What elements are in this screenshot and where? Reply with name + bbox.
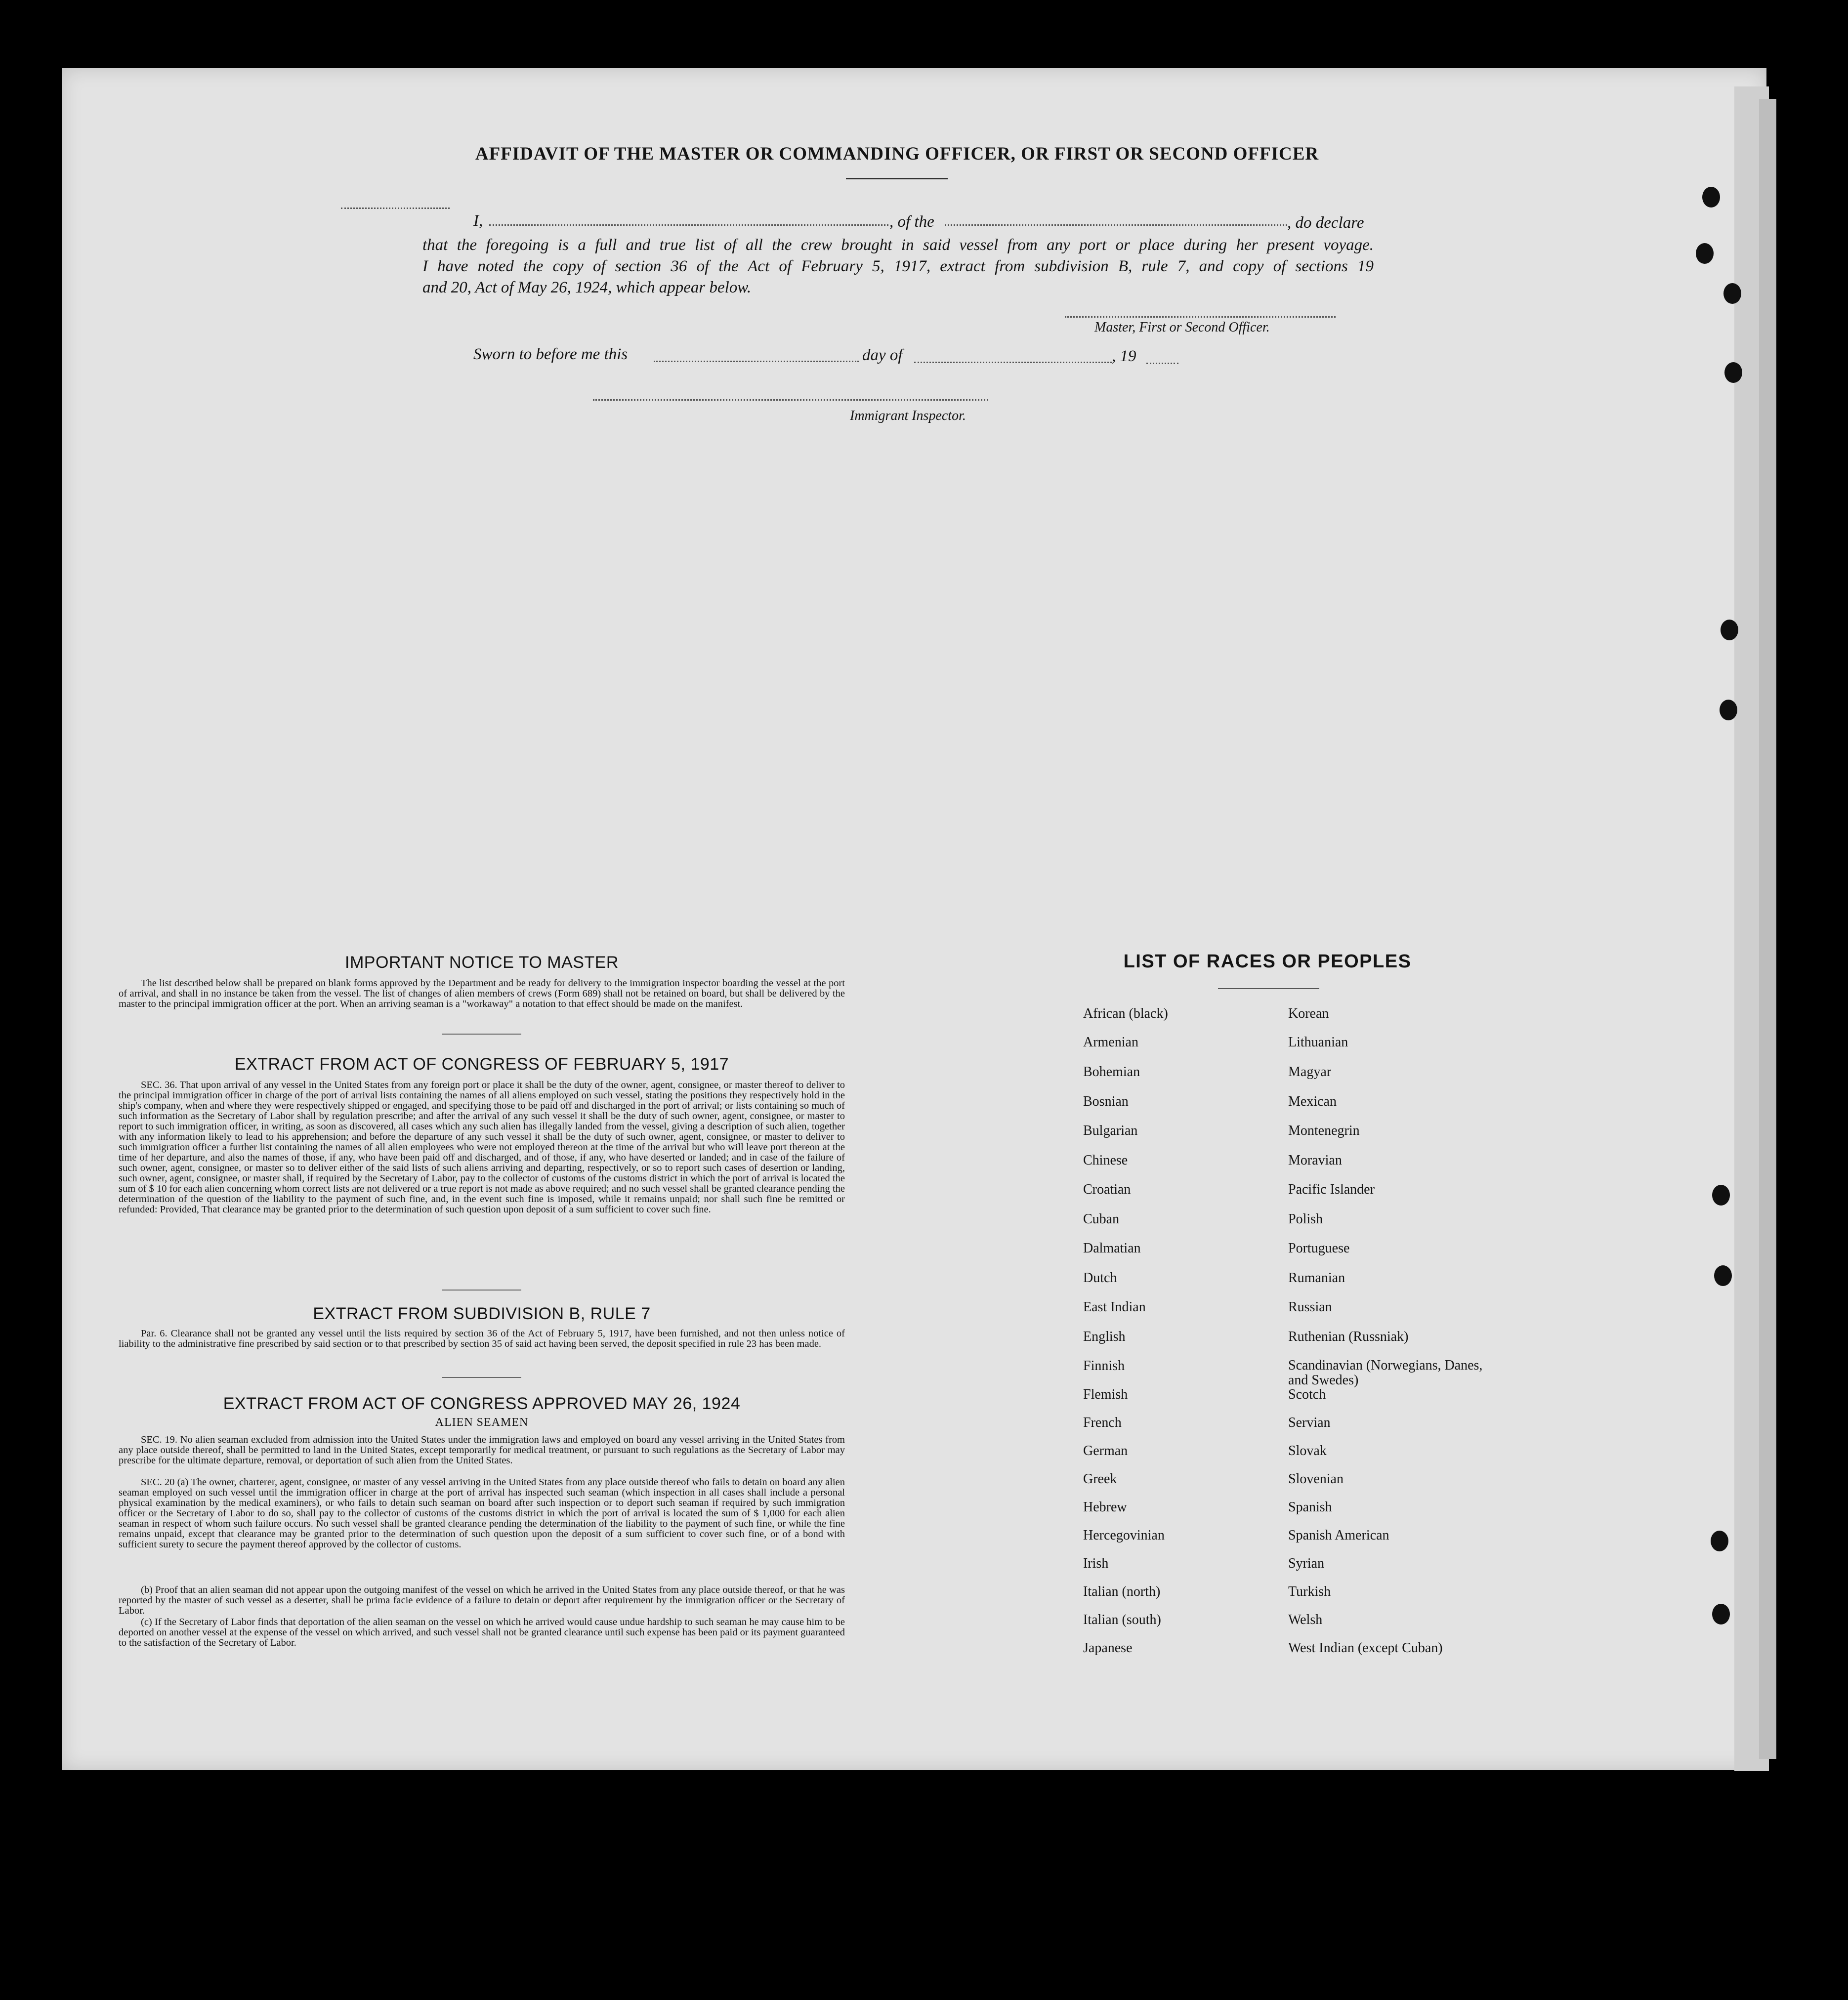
- declaration-line-3: I have noted the copy of section 36 of the Act of February 5, 1917, extract from subdivision B, rule 7, and copy of sections 19: [422, 257, 1374, 275]
- race-item: Spanish: [1288, 1500, 1332, 1515]
- race-item: Slovenian: [1288, 1471, 1344, 1487]
- race-item: Hercegovinian: [1083, 1528, 1165, 1543]
- race-item: Croatian: [1083, 1182, 1131, 1197]
- declaration-line-4: and 20, Act of May 26, 1924, which appear below.: [422, 279, 752, 296]
- race-item: Portuguese: [1288, 1241, 1350, 1256]
- binder-hole-icon: [1721, 620, 1738, 640]
- binder-hole-icon: [1712, 1604, 1730, 1625]
- of-the-text: , of the: [889, 213, 934, 231]
- section-divider: [442, 1290, 521, 1291]
- declaration-line-2: that the foregoing is a full and true list of all the crew brought in said vessel from any port or place during her present voyage.: [422, 236, 1374, 254]
- race-item: English: [1083, 1329, 1126, 1344]
- sec20c-body: (c) If the Secretary of Labor finds that deportation of the alien seaman on the vessel on which he arrived would cause undue hardship to such seaman he may cause him to be deported on another vessel at the expense of the vessel on which arrived, and such vessel shall not be granted clearance until such expense has been paid or its payment guaranteed to the satisfaction of the Secretary of Labor.: [119, 1617, 845, 1648]
- binder-hole-icon: [1711, 1531, 1728, 1551]
- race-item: Italian (south): [1083, 1612, 1161, 1627]
- race-item: Slovak: [1288, 1443, 1327, 1458]
- race-item: Moravian: [1288, 1153, 1342, 1168]
- extract-1917-body: SEC. 36. That upon arrival of any vessel in the United States from any foreign port or place it shall be the duty of the owner, agent, consignee, or master thereof to deliver to the principal immigration officer in charge of the port of arrival lists containing the names of all aliens employed on such vessel, stating the positions they respectively hold in the ship's company, when and where they were respectively shipped or engaged, and specifying those to be paid off and discharged in the port of arrival; or lists containing so much of such information as the Secretary of Labor shall by regulation prescribe; and after the arrival of any such vessel it shall be the duty of such owner, agent, consignee, or master to report to such immigration officer, in writing, as soon as discovered, all cases which any such alien has illegally landed from the vessel, giving a description of such alien, together with any information likely to lead to his apprehension; and before the departure of any such vessel it shall be the duty of such owner, agent, consignee, or master to deliver to such immigration officer a further list containing the names of all alien employees who were not employed thereon at the time of the arrival but who will leave port thereon at the time of her departure, and also the names of those, if any, who have been paid off and discharged, and of those, if any, who have deserted or landed; and in case of the failure of such owner, agent, consignee, or master so to deliver either of the said lists of such aliens arriving and departing, respectively, or so to report such cases of desertion or landing, such owner, agent, consignee, or master shall, if required by the Secretary of Labor, pay to the collector of customs of the customs district in which the port of arrival is located the sum of $ 10 for each alien concerning whom correct lists are not delivered or a true report is not made as above required; and no such vessel shall be granted clearance pending the determination of the question of the liability to the payment of such fine, and, in the event such fine is imposed, while it remains unpaid; nor shall such fine be remitted or refunded: Provided, That clearance may be granted prior to the determination of such question upon deposit of a sum sufficient to cover such fine.: [119, 1080, 845, 1215]
- binder-hole-icon: [1714, 1265, 1732, 1286]
- race-item: Chinese: [1083, 1153, 1128, 1168]
- race-item: Rumanian: [1288, 1270, 1345, 1286]
- race-item: Lithuanian: [1288, 1035, 1348, 1050]
- inspector-label: Immigrant Inspector.: [850, 408, 966, 423]
- race-item: West Indian (except Cuban): [1288, 1640, 1443, 1656]
- extract-1924-title: EXTRACT FROM ACT OF CONGRESS APPROVED MAY 26, 1924: [223, 1394, 741, 1413]
- race-item: Dutch: [1083, 1270, 1117, 1286]
- race-item: Greek: [1083, 1471, 1117, 1487]
- extract-rule7-body: Par. 6. Clearance shall not be granted any vessel until the lists required by section 36 of the Act of February 5, 1917, have been furnished, and not then unless notice of liability to the administrative fine prescribed by said section or to that prescribed by section 35 of said act having been served, the deposit specified in rule 23 has been made.: [119, 1328, 845, 1349]
- race-item: German: [1083, 1443, 1128, 1458]
- page-edge-inner: [1759, 99, 1776, 1759]
- race-item: Syrian: [1288, 1556, 1325, 1571]
- race-item: Bosnian: [1083, 1094, 1129, 1109]
- sworn-year-field[interactable]: [1146, 363, 1178, 364]
- race-item: Hebrew: [1083, 1500, 1127, 1515]
- signature-label: Master, First or Second Officer.: [1094, 320, 1270, 335]
- binder-hole-icon: [1723, 283, 1741, 304]
- declarant-name-field[interactable]: [489, 224, 888, 226]
- binder-hole-icon: [1720, 700, 1737, 720]
- year-prefix-text: , 19: [1112, 347, 1136, 365]
- section-divider: [442, 1034, 521, 1035]
- races-title: LIST OF RACES OR PEOPLES: [1123, 951, 1412, 972]
- race-item: Finnish: [1083, 1358, 1125, 1374]
- binder-hole-icon: [1724, 362, 1742, 383]
- extract-rule7-title: EXTRACT FROM SUBDIVISION B, RULE 7: [313, 1304, 651, 1323]
- title-divider: [846, 178, 948, 179]
- sec20a-body: SEC. 20 (a) The owner, charterer, agent, consignee, or master of any vessel arriving in the United States from any place outside thereof who fails to detain on board any alien seaman employed on such vessel until the immigration officer in charge at the port of arrival has inspected such seaman (which inspection in all cases shall include a personal physical examination by the medical examiners), or who fails to detain such seaman on board after such inspection or to deport such seaman if required by such immigration officer or the Secretary of Labor to do so, shall pay to the collector of customs of the customs district in which the port of arrival is located the sum of $ 1,000 for each alien seaman in respect of whom such failure occurs. No such vessel shall be granted clearance pending the determination of the liability to the payment of such fine, or while the fine remains unpaid, except that clearance may be granted prior to the determination of such question upon the deposit of a sum sufficient to cover such fine, or of a bond with sufficient surety to secure the payment thereof approved by the collector of customs.: [119, 1477, 845, 1550]
- inspector-signature-field[interactable]: [593, 399, 988, 401]
- race-item: Dalmatian: [1083, 1241, 1141, 1256]
- race-item: Korean: [1288, 1006, 1329, 1021]
- day-of-text: day of: [862, 346, 903, 364]
- sworn-month-field[interactable]: [914, 362, 1112, 363]
- notice-body: The list described below shall be prepared on blank forms approved by the Department and be ready for delivery to the immigration inspector boarding the vessel at the port of arrival, and shall in no instance be taken from the vessel. The list of changes of alien members of crews (Form 689) shall not be retained on board, but shall be delivered by the master to the principal immigration officer at the port. When an arriving seaman is a "workaway" a notation to that effect should be made on the manifest.: [119, 978, 845, 1009]
- race-item: Turkish: [1288, 1584, 1331, 1599]
- sworn-day-field[interactable]: [654, 361, 859, 362]
- sec19-body: SEC. 19. No alien seaman excluded from admission into the United States under the immigration laws and employed on board any vessel arriving in the United States from any place outside thereof, shall be permitted to land in the United States, except temporarily for medical treatment, or pursuant to such regulations as the Secretary of Labor may prescribe for the ultimate departure, removal, or deportation of such alien from the United States.: [119, 1434, 845, 1466]
- race-item: Scandinavian (Norwegians, Danes, and Swedes): [1288, 1358, 1483, 1388]
- notice-title: IMPORTANT NOTICE TO MASTER: [345, 953, 619, 972]
- race-item: Bohemian: [1083, 1064, 1140, 1080]
- affidavit-title: AFFIDAVIT OF THE MASTER OR COMMANDING OFFICER, OR FIRST OR SECOND OFFICER: [475, 144, 1319, 164]
- do-declare-text: , do declare: [1287, 214, 1364, 232]
- race-item: Flemish: [1083, 1387, 1128, 1402]
- extract-1917-title: EXTRACT FROM ACT OF CONGRESS OF FEBRUARY 5, 1917: [234, 1055, 729, 1074]
- extract-1924-subtitle: ALIEN SEAMEN: [435, 1416, 529, 1429]
- races-divider: [1218, 988, 1319, 989]
- race-item: African (black): [1083, 1006, 1168, 1021]
- race-item: Scotch: [1288, 1387, 1326, 1402]
- declarant-pronoun: I,: [473, 212, 483, 230]
- binder-hole-icon: [1712, 1185, 1730, 1206]
- vessel-name-field[interactable]: [945, 224, 1287, 226]
- sworn-text: Sworn to before me this: [473, 345, 628, 363]
- race-item: East Indian: [1083, 1299, 1146, 1315]
- race-item: Servian: [1288, 1415, 1331, 1430]
- signature-field[interactable]: [1065, 316, 1336, 318]
- race-item: Welsh: [1288, 1612, 1323, 1627]
- race-item: Polish: [1288, 1211, 1323, 1227]
- race-item: Bulgarian: [1083, 1123, 1138, 1138]
- race-item: Montenegrin: [1288, 1123, 1360, 1138]
- race-item: Magyar: [1288, 1064, 1332, 1080]
- sec20b-body: (b) Proof that an alien seaman did not appear upon the outgoing manifest of the vessel on which he arrived in the United States from any place outside thereof, or that he was reported by the master of such vessel as a deserter, shall be prima facie evidence of a failure to detain or deport after requirement by the immigration officer or the Secretary of Labor.: [119, 1584, 845, 1616]
- race-item: Spanish American: [1288, 1528, 1389, 1543]
- race-item: Russian: [1288, 1299, 1332, 1315]
- race-item: Japanese: [1083, 1640, 1133, 1656]
- race-item: Ruthenian (Russniak): [1288, 1329, 1409, 1344]
- race-item: Armenian: [1083, 1035, 1138, 1050]
- dotted-line: [341, 208, 450, 209]
- race-item: French: [1083, 1415, 1122, 1430]
- race-item: Irish: [1083, 1556, 1109, 1571]
- binder-hole-icon: [1702, 187, 1720, 208]
- section-divider: [442, 1377, 521, 1378]
- binder-hole-icon: [1696, 243, 1714, 264]
- race-item: Cuban: [1083, 1211, 1120, 1227]
- race-item: Pacific Islander: [1288, 1182, 1375, 1197]
- race-item: Italian (north): [1083, 1584, 1161, 1599]
- race-item: Mexican: [1288, 1094, 1337, 1109]
